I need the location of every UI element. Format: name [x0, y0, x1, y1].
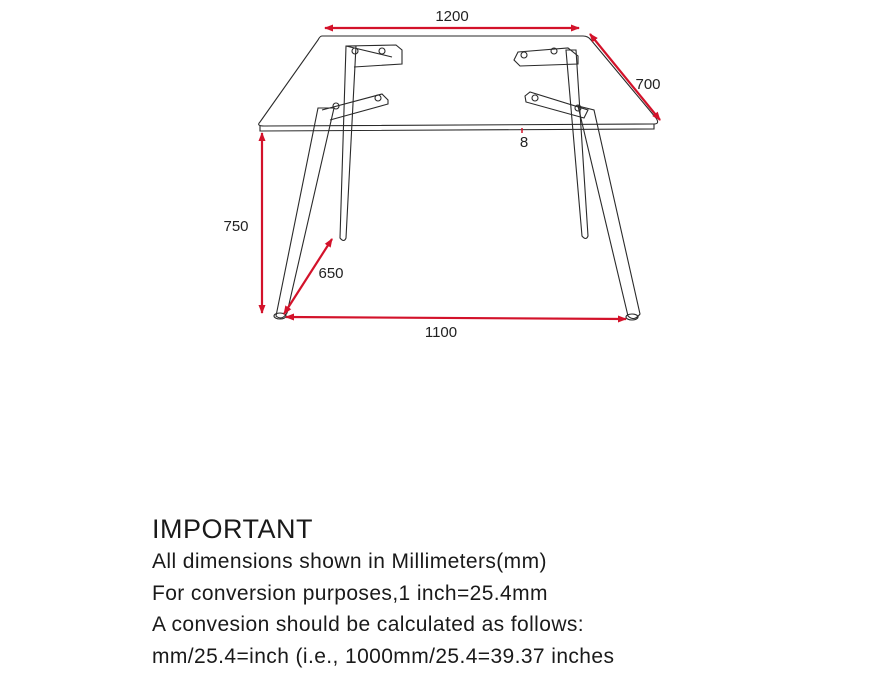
- notes-line-calculation-intro: A convesion should be calculated as follows:: [152, 613, 585, 636]
- notes-line-conversion-factor: For conversion purposes,1 inch=25.4mm: [152, 581, 548, 605]
- leg-span-dimension-line: [286, 317, 626, 319]
- notes-line-formula: mm/25.4=inch (i.e., 1000mm/25.4=39.37 inches: [152, 644, 615, 668]
- length-label: 1200: [435, 8, 469, 25]
- width-label: 700: [635, 76, 661, 93]
- height-label: 750: [223, 218, 249, 235]
- leg-depth-label: 650: [318, 265, 344, 282]
- back-legs: [340, 45, 588, 241]
- notes-line-units: All dimensions shown in Millimeters(mm): [152, 550, 547, 573]
- thickness-label: 8: [519, 134, 529, 151]
- notes-title: IMPORTANT: [152, 514, 314, 544]
- table-top: [259, 36, 661, 131]
- important-notes: [152, 512, 852, 672]
- leg-span-label: 1100: [424, 324, 458, 341]
